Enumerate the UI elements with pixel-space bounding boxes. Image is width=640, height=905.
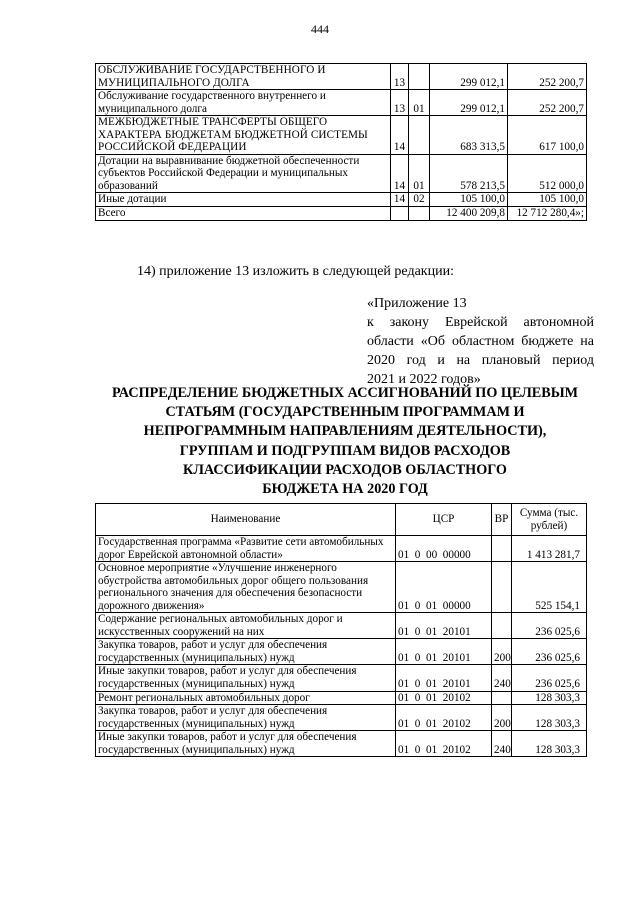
row-amount-2020: 105 100,0 — [430, 193, 508, 207]
row-name: Иные закупки товаров, работ и услуг для обеспечения государственных (муниципальных) нужд — [96, 731, 396, 757]
row-section — [391, 207, 409, 221]
row-amount-2021: 512 000,0 — [508, 154, 587, 193]
table-row — [96, 193, 587, 207]
header-sum: Сумма (тыс. рублей) — [512, 504, 587, 536]
title-line: РАСПРЕДЕЛЕНИЕ БЮДЖЕТНЫХ АССИГНОВАНИЙ ПО ЦЕЛЕВЫМ — [111, 385, 579, 401]
row-sum: 236 025,6 — [512, 613, 587, 639]
table-row — [96, 154, 587, 193]
row-subsection — [409, 64, 430, 90]
row-vr: 200 — [492, 639, 512, 665]
row-subsection: 01 — [409, 154, 430, 193]
row-csr: 01 0 01 20102 — [396, 731, 492, 757]
row-section: 14 — [391, 154, 409, 193]
row-csr: 01 0 00 00000 — [396, 536, 492, 562]
row-csr: 01 0 01 20101 — [396, 665, 492, 691]
row-subsection: 02 — [409, 193, 430, 207]
table-row — [96, 705, 587, 731]
row-csr: 01 0 01 20102 — [396, 705, 492, 731]
row-amount-2021: 252 200,7 — [508, 90, 587, 116]
row-sum: 128 303,3 — [512, 705, 587, 731]
row-sum: 1 413 281,7 — [512, 536, 587, 562]
row-csr: 01 0 01 20101 — [396, 613, 492, 639]
table-header-row — [96, 504, 587, 536]
title-line: БЮДЖЕТА НА 2020 ГОД — [262, 481, 428, 498]
row-subsection — [409, 116, 430, 155]
row-name: Иные дотации — [96, 193, 391, 207]
row-amount-2020: 299 012,1 — [430, 64, 508, 90]
row-sum: 236 025,6 — [512, 639, 587, 665]
row-name: ОБСЛУЖИВАНИЕ ГОСУДАРСТВЕННОГО И МУНИЦИПАЛЬНОГО ДОЛГА — [96, 64, 391, 90]
table-row — [96, 639, 587, 665]
row-name: Закупка товаров, работ и услуг для обеспечения государственных (муниципальных) нужд — [96, 705, 396, 731]
appendix-header — [367, 294, 594, 389]
appendix-line: области «Об областном бюджете на — [367, 334, 594, 349]
row-vr: 200 — [492, 705, 512, 731]
row-section: 14 — [391, 116, 409, 155]
top-budget-table — [95, 63, 587, 221]
row-name: Иные закупки товаров, работ и услуг для обеспечения государственных (муниципальных) нужд — [96, 665, 396, 691]
table-row — [96, 90, 587, 116]
title-line: СТАТЬЯМ (ГОСУДАРСТВЕННЫМ ПРОГРАММАМ И — [165, 404, 525, 421]
row-amount-2020: 299 012,1 — [430, 90, 508, 116]
title-line: КЛАССИФИКАЦИИ РАСХОДОВ ОБЛАСТНОГО — [183, 461, 507, 478]
row-amount-2020: 12 400 209,8 — [430, 207, 508, 221]
row-sum: 525 154,1 — [512, 562, 587, 613]
allocation-table — [95, 503, 587, 757]
table-row — [96, 64, 587, 90]
row-name: Основное мероприятие «Улучшение инженерного обустройства автомобильных дорог общего пользования регионального значения для обеспечения безопасности дорожного движения» — [96, 562, 396, 613]
row-name: Всего — [96, 207, 391, 221]
row-subsection — [409, 207, 430, 221]
row-sum: 128 303,3 — [512, 691, 587, 705]
header-csr: ЦСР — [396, 504, 492, 536]
appendix-line: 2021 и 2022 годов» — [367, 372, 481, 387]
row-vr: 240 — [492, 731, 512, 757]
row-sum: 128 303,3 — [512, 731, 587, 757]
row-name: Содержание региональных автомобильных дорог и искусственных сооружений на них — [96, 613, 396, 639]
row-name: Государственная программа «Развитие сети автомобильных дорог Еврейской автономной области» — [96, 536, 396, 562]
table-row — [96, 731, 587, 757]
row-section: 14 — [391, 193, 409, 207]
row-csr: 01 0 01 00000 — [396, 562, 492, 613]
row-amount-2020: 578 213,5 — [430, 154, 508, 193]
title-line: НЕПРОГРАММНЫМ НАПРАВЛЕНИЯМ ДЕЯТЕЛЬНОСТИ), — [143, 423, 547, 440]
row-section: 13 — [391, 64, 409, 90]
appendix-line: к закону Еврейской автономной — [367, 315, 594, 330]
header-name: Наименование — [96, 504, 396, 536]
row-sum: 236 025,6 — [512, 665, 587, 691]
row-vr — [492, 613, 512, 639]
table-row — [96, 613, 587, 639]
row-name: МЕЖБЮДЖЕТНЫЕ ТРАНСФЕРТЫ ОБЩЕГО ХАРАКТЕРА БЮДЖЕТАМ БЮДЖЕТНОЙ СИСТЕМЫ РОССИЙСКОЙ ФЕДЕРАЦИИ — [96, 116, 391, 155]
row-vr — [492, 562, 512, 613]
table-row — [96, 116, 587, 155]
table-row — [96, 536, 587, 562]
appendix-line: 2020 год и на плановый период — [367, 353, 594, 368]
row-name: Дотации на выравнивание бюджетной обеспеченности субъектов Российской Федерации и муниципальных образований — [96, 154, 391, 193]
instruction-text: 14) приложение 13 изложить в следующей редакции: — [137, 264, 454, 279]
title-line: ГРУППАМ И ПОДГРУППАМ ВИДОВ РАСХОДОВ — [179, 442, 511, 459]
table-row — [96, 691, 587, 705]
row-amount-2021: 252 200,7 — [508, 64, 587, 90]
appendix-line: «Приложение 13 — [367, 296, 467, 311]
header-vr: ВР — [492, 504, 512, 536]
row-amount-2021: 617 100,0 — [508, 116, 587, 155]
row-name: Ремонт региональных автомобильных дорог — [96, 691, 396, 705]
row-amount-2021: 12 712 280,4»; — [508, 207, 587, 221]
page-number: 444 — [311, 22, 329, 36]
table-row — [96, 562, 587, 613]
row-amount-2021: 105 100,0 — [508, 193, 587, 207]
table-row — [96, 207, 587, 221]
row-name: Обслуживание государственного внутреннего и муниципального долга — [96, 90, 391, 116]
row-name: Закупка товаров, работ и услуг для обеспечения государственных (муниципальных) нужд — [96, 639, 396, 665]
table-row — [96, 665, 587, 691]
document-title — [90, 384, 600, 499]
row-amount-2020: 683 313,5 — [430, 116, 508, 155]
row-vr — [492, 536, 512, 562]
row-subsection: 01 — [409, 90, 430, 116]
row-vr — [492, 691, 512, 705]
row-csr: 01 0 01 20101 — [396, 639, 492, 665]
row-vr: 240 — [492, 665, 512, 691]
row-csr: 01 0 01 20102 — [396, 691, 492, 705]
row-section: 13 — [391, 90, 409, 116]
